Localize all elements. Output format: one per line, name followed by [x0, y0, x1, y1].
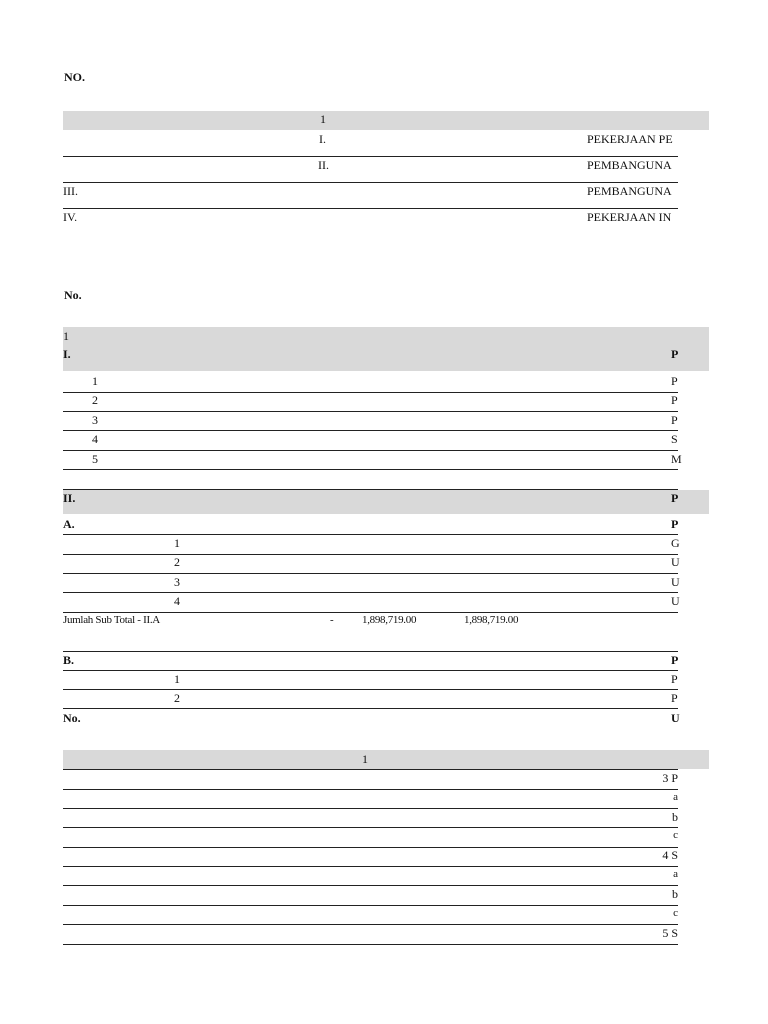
- row-divider: [63, 789, 678, 790]
- sub-b-label: P: [671, 653, 679, 667]
- item-no: 2: [174, 555, 180, 569]
- table1-row-no: IV.: [63, 210, 78, 224]
- subtotal-value: 1,898,719.00: [362, 614, 417, 626]
- table1-col-index: 1: [320, 112, 326, 126]
- row-divider: [63, 450, 678, 451]
- table3-col-index: 1: [362, 752, 368, 766]
- row-divider: [63, 573, 678, 574]
- section-i-no: I.: [63, 347, 71, 361]
- row-divider: [63, 208, 678, 209]
- row-divider: [63, 905, 678, 906]
- row-divider: [63, 612, 678, 613]
- table1-no-header: NO.: [64, 70, 85, 84]
- row-divider: [63, 554, 678, 555]
- table2-header-band: [63, 327, 709, 371]
- subtotal-value: 1,898,719.00: [464, 614, 519, 626]
- table3-row: b: [672, 887, 678, 901]
- row-divider: [63, 156, 678, 157]
- table3-row: 4 S: [662, 848, 678, 862]
- table1-row-no: I.: [319, 132, 326, 146]
- item-no: 1: [174, 672, 180, 686]
- section-ii-label: P: [671, 491, 679, 505]
- table1-row-desc: PEKERJAAN IN: [587, 210, 672, 224]
- item-no: 2: [92, 393, 98, 407]
- row-divider: [63, 469, 678, 470]
- item-no: 4: [92, 432, 98, 446]
- table3-row: a: [673, 868, 678, 880]
- row-divider: [63, 430, 678, 431]
- row-divider: [63, 689, 678, 690]
- table3-row: a: [673, 791, 678, 803]
- item-no: 5: [92, 452, 98, 466]
- row-divider: [63, 708, 678, 709]
- row-divider: [63, 885, 678, 886]
- table1-row-desc: PEKERJAAN PE: [587, 132, 673, 146]
- item-label: S: [671, 432, 678, 446]
- section-ii-no: II.: [63, 491, 76, 505]
- table3-row: 5 S: [662, 926, 678, 940]
- table2-no-header: No.: [64, 288, 82, 302]
- row-divider: [63, 182, 678, 183]
- sub-a-no: A.: [63, 517, 75, 531]
- sub-a-label: P: [671, 517, 679, 531]
- table1-index-band: [63, 111, 709, 130]
- item-label: G: [671, 536, 680, 550]
- table1-row-desc: PEMBANGUNA: [587, 158, 672, 172]
- footer-label: U: [671, 711, 680, 725]
- item-label: P: [671, 691, 678, 705]
- item-label: U: [671, 575, 680, 589]
- item-no: 3: [174, 575, 180, 589]
- row-divider: [63, 847, 678, 848]
- section-ii-band: [63, 490, 709, 514]
- row-divider: [63, 944, 678, 945]
- item-label: U: [671, 594, 680, 608]
- subtotal-label: Jumlah Sub Total - II.A: [63, 614, 160, 626]
- footer-no: No.: [63, 711, 81, 725]
- table1-row-desc: PEMBANGUNA: [587, 184, 672, 198]
- subtotal-dash: -: [330, 614, 334, 626]
- table1-row-no: II.: [318, 158, 329, 172]
- row-divider: [63, 651, 678, 652]
- item-label: P: [671, 374, 678, 388]
- item-no: 1: [92, 374, 98, 388]
- table3-row: b: [672, 810, 678, 824]
- item-label: M: [671, 452, 682, 466]
- row-divider: [63, 827, 678, 828]
- item-label: P: [671, 413, 678, 427]
- row-divider: [63, 924, 678, 925]
- sub-b-no: B.: [63, 653, 75, 667]
- row-divider: [63, 534, 678, 535]
- row-divider: [63, 808, 678, 809]
- table3-row: 3 P: [662, 771, 678, 785]
- item-no: 3: [92, 413, 98, 427]
- item-label: P: [671, 393, 678, 407]
- item-label: P: [671, 672, 678, 686]
- row-divider: [63, 769, 678, 770]
- row-divider: [63, 411, 678, 412]
- table3-row: c: [673, 829, 678, 841]
- item-no: 4: [174, 594, 180, 608]
- item-label: U: [671, 555, 680, 569]
- row-divider: [63, 592, 678, 593]
- section-i-label: P: [671, 347, 679, 361]
- item-no: 2: [174, 691, 180, 705]
- item-no: 1: [174, 536, 180, 550]
- table1-row-no: III.: [63, 184, 78, 198]
- row-divider: [63, 392, 678, 393]
- table2-col-index: 1: [63, 329, 69, 343]
- table3-index-band: [63, 750, 709, 769]
- row-divider: [63, 670, 678, 671]
- row-divider: [63, 866, 678, 867]
- table3-row: c: [673, 907, 678, 919]
